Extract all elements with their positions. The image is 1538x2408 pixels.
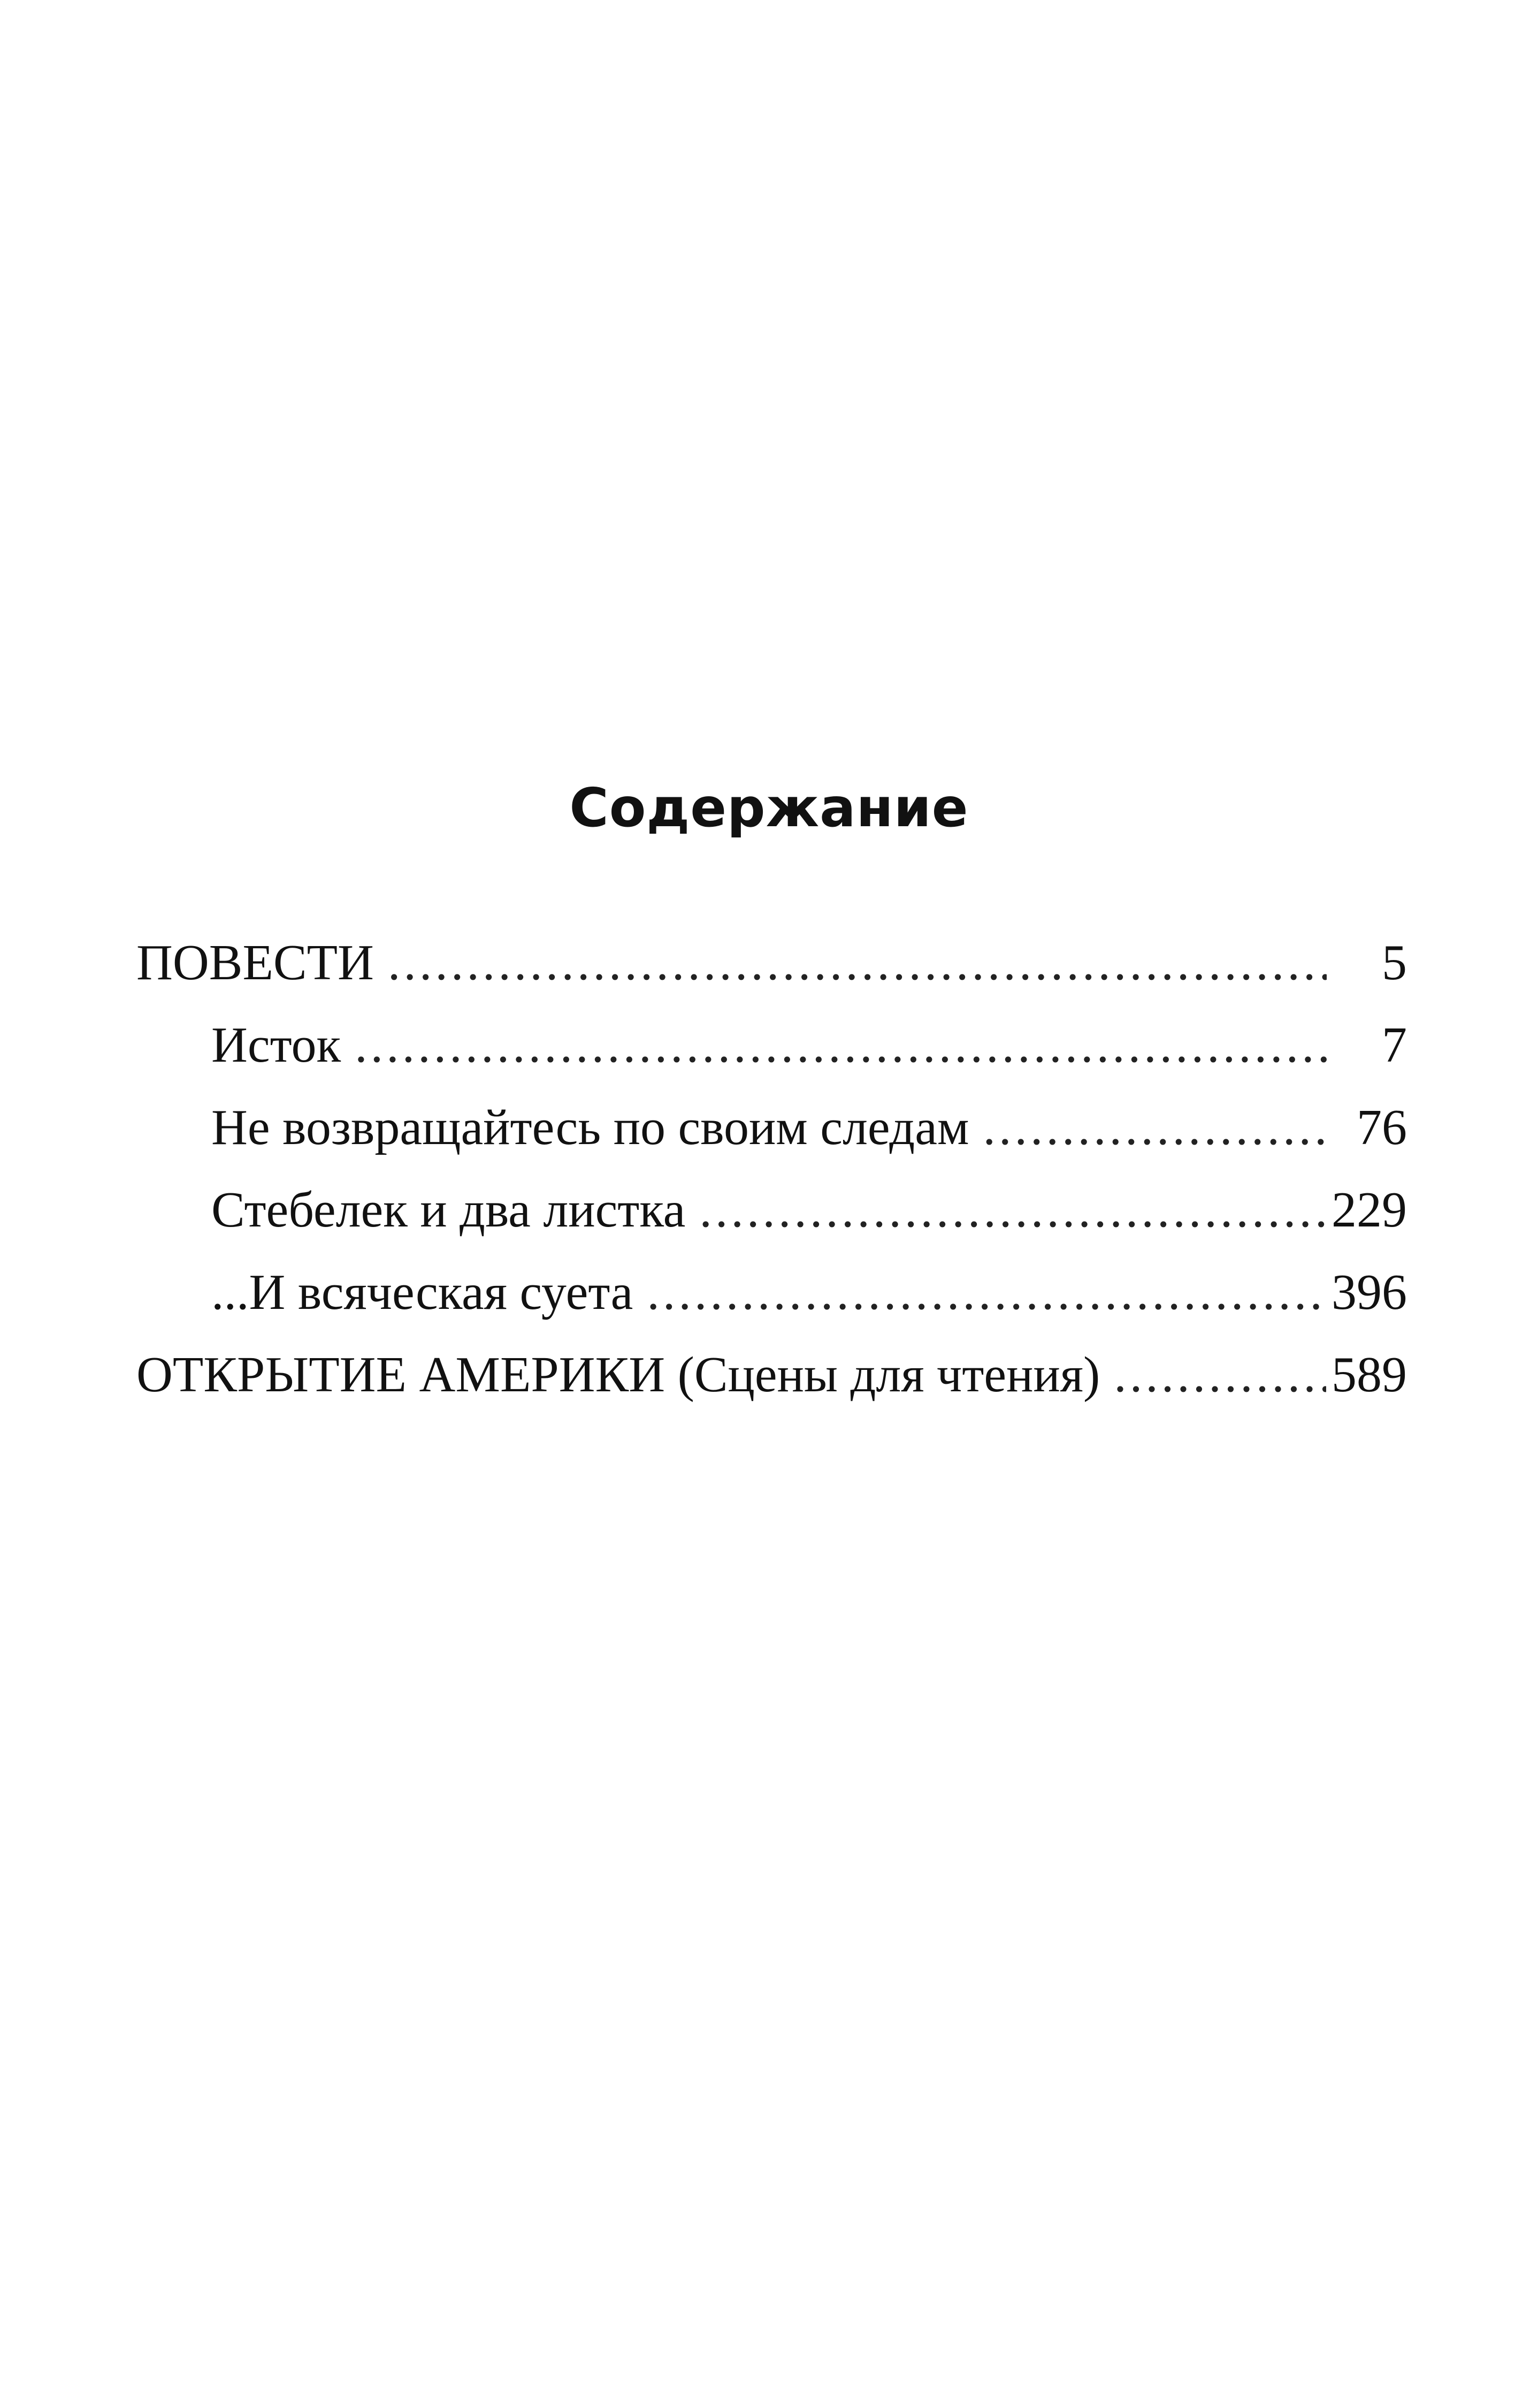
toc-entry-stebelek[interactable]	[136, 1169, 1407, 1251]
toc-entry-povesti[interactable]	[136, 921, 1407, 1004]
toc-entry-label: ОТКРЫТИЕ АМЕРИКИ (Сцены для чтения)	[136, 1347, 1100, 1403]
toc-entry-label: ...И всяческая суета	[211, 1264, 633, 1320]
toc-dot-leader	[983, 1086, 1327, 1169]
toc-dot-leader	[355, 1004, 1327, 1086]
toc-entry-page: 396	[1332, 1264, 1407, 1320]
toc-dot-leader	[699, 1169, 1326, 1251]
page-title: Содержание	[569, 776, 969, 839]
toc-entry-otkrytie-ameriki[interactable]	[136, 1333, 1407, 1416]
toc-entry-i-vsyacheskaya-sueta[interactable]	[136, 1251, 1407, 1333]
toc-entry-page: 589	[1332, 1347, 1407, 1403]
toc-dot-leader	[388, 921, 1327, 1004]
toc-entry-label: ПОВЕСТИ	[136, 935, 374, 990]
toc-entry-label: Исток	[211, 1017, 341, 1073]
toc-entry-istok[interactable]	[136, 1004, 1407, 1086]
table-of-contents	[136, 921, 1407, 1416]
toc-entry-label: Стебелек и два листка	[211, 1182, 686, 1238]
toc-entry-page: 5	[1382, 935, 1407, 990]
toc-entry-label: Не возвращайтесь по своим следам	[211, 1100, 969, 1155]
toc-entry-page: 76	[1357, 1100, 1407, 1155]
toc-dot-leader	[647, 1251, 1326, 1333]
toc-entry-page: 229	[1332, 1182, 1407, 1238]
toc-entry-ne-vozvrashchaytes[interactable]	[136, 1086, 1407, 1169]
toc-dot-leader	[1114, 1333, 1326, 1416]
toc-entry-page: 7	[1382, 1017, 1407, 1073]
